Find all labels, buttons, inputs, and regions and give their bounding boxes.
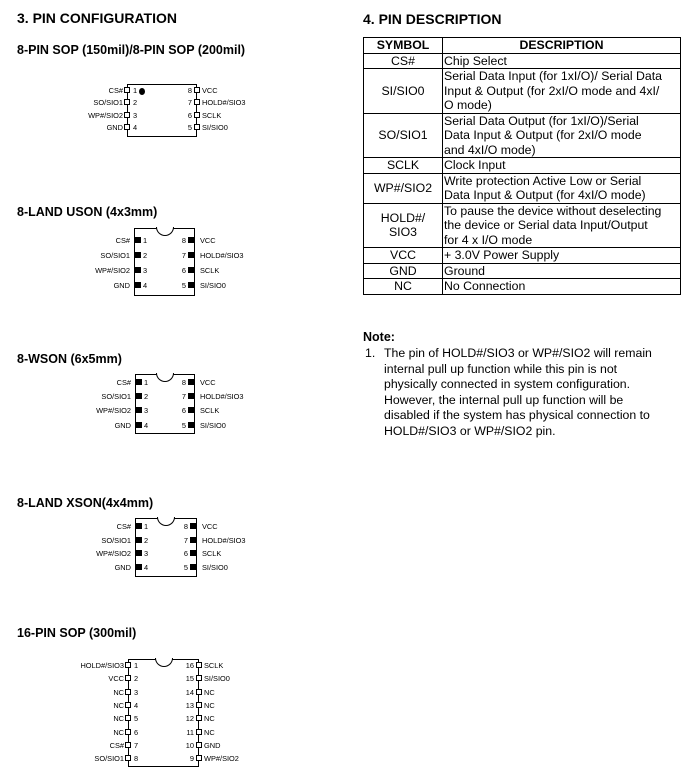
pin-label: NC <box>113 727 124 737</box>
pin-number: 2 <box>144 392 149 402</box>
pin-label: NC <box>204 687 215 697</box>
table-header-row <box>364 38 681 54</box>
section-title-pin-configuration: 3. PIN CONFIGURATION <box>17 10 177 26</box>
symbol-cell: SCLK <box>364 158 443 174</box>
pin-pad <box>135 267 141 273</box>
pin-label: WP#/SIO2 <box>96 549 131 559</box>
pin-pad <box>125 675 131 681</box>
pin-number: 7 <box>181 392 186 402</box>
package-title-xson: 8-LAND XSON(4x4mm) <box>17 496 154 510</box>
symbol-cell <box>364 203 443 248</box>
pin-pad <box>136 564 142 570</box>
pin-label: GND <box>114 420 131 430</box>
description-line: Clock Input <box>444 158 506 172</box>
pin-number: 3 <box>144 549 149 559</box>
pin-pad <box>135 282 141 288</box>
pin-label: CS# <box>109 740 124 750</box>
pin-label: NC <box>113 700 124 710</box>
pin-label: CS# <box>108 86 123 95</box>
pin-pad <box>190 537 196 543</box>
pin-number: 5 <box>183 562 188 572</box>
pin-pad <box>124 99 130 105</box>
column-header-description: DESCRIPTION <box>443 38 681 54</box>
pin-label: VCC <box>202 86 218 95</box>
pin-number: 8 <box>181 236 186 245</box>
pin-label: WP#/SIO2 <box>96 406 131 416</box>
pin-pad <box>188 237 194 243</box>
pin-number: 4 <box>134 700 139 710</box>
pin-pad <box>136 550 142 556</box>
pin-number: 6 <box>187 110 192 120</box>
pin-label: SCLK <box>200 406 220 416</box>
package-title-sop8: 8-PIN SOP (150mil)/8-PIN SOP (200mil) <box>17 43 246 57</box>
pin-label: WP#/SIO2 <box>88 110 123 120</box>
symbol-cell: WP#/SIO2 <box>364 173 443 203</box>
pin-pad <box>136 422 142 428</box>
pin-pad <box>125 742 131 748</box>
pin-pad <box>136 393 142 399</box>
pin-label: VCC <box>108 674 124 684</box>
pin-number: 11 <box>186 727 194 737</box>
pin-number: 7 <box>134 740 139 750</box>
pin-label: SI/SIO0 <box>200 420 226 430</box>
pin-pad <box>194 124 200 130</box>
description-line: Serial Data Output (for 1xI/O)/Serial <box>444 113 639 128</box>
pin-pad <box>196 689 202 695</box>
pin-pad <box>136 407 142 413</box>
pin-label: SI/SIO0 <box>202 562 228 572</box>
pin-number: 2 <box>144 535 149 545</box>
pin-pad <box>135 252 141 258</box>
description-line: for 4 x I/O mode <box>444 232 533 247</box>
description-cell <box>443 248 681 264</box>
package-title-uson: 8-LAND USON (4x3mm) <box>17 205 158 219</box>
package-title-sop16: 16-PIN SOP (300mil) <box>17 626 137 640</box>
pin-number: 4 <box>144 562 149 572</box>
pin-label: SCLK <box>202 549 222 559</box>
pin-label: VCC <box>200 378 216 387</box>
pin-label: CS# <box>116 378 131 387</box>
pin-pad <box>188 252 194 258</box>
pin-pad <box>190 564 196 570</box>
pin-pad <box>196 729 202 735</box>
pin-pad <box>188 267 194 273</box>
pin-number: 8 <box>134 754 139 764</box>
pin-pad <box>190 550 196 556</box>
pin-pad <box>124 124 130 130</box>
pin-label: NC <box>204 727 215 737</box>
table-row <box>364 173 681 203</box>
pin-pad <box>190 523 196 529</box>
pin-number: 3 <box>134 687 139 697</box>
pin-pad <box>194 112 200 118</box>
description-line: and 4xI/O mode) <box>444 142 536 157</box>
description-line: Write protection Active Low or Serial <box>444 173 642 188</box>
pin-number: 8 <box>183 522 188 531</box>
note-line: HOLD#/SIO3 or WP#/SIO2 pin. <box>384 423 556 438</box>
pin-label: WP#/SIO2 <box>95 266 130 275</box>
description-line: Data Input & Output (for 4xI/O mode) <box>444 188 646 202</box>
pin-label: GND <box>106 123 123 133</box>
pin-pad <box>188 379 194 385</box>
symbol-cell: GND <box>364 263 443 279</box>
pin-label: WP#/SIO2 <box>204 754 239 764</box>
pin-number: 16 <box>185 661 194 670</box>
pin-number: 1 <box>143 236 148 245</box>
note-line: internal pull up function while this pin is not <box>384 361 618 376</box>
pin-label: SCLK <box>200 266 220 275</box>
pin-number: 13 <box>185 700 194 710</box>
pin-pad <box>188 407 194 413</box>
description-line: Serial Data Input (for 1xI/O)/ Serial Data <box>444 69 663 83</box>
pin-number: 1 <box>133 86 138 95</box>
pin-label: HOLD#/SIO3 <box>202 98 246 108</box>
pin-number: 7 <box>183 535 188 545</box>
pin-label: SO/SIO1 <box>100 251 130 260</box>
symbol-line: SIO3 <box>388 225 418 240</box>
symbol-cell: CS# <box>364 53 443 69</box>
pin-label: NC <box>113 714 124 724</box>
pin-pad <box>135 237 141 243</box>
pin-pad <box>196 675 202 681</box>
pin-pad <box>196 662 202 668</box>
pin-number: 2 <box>134 674 139 684</box>
package-title-wson: 8-WSON (6x5mm) <box>17 352 122 366</box>
pin-number: 5 <box>187 123 192 133</box>
table-row <box>364 263 681 279</box>
pin-number: 2 <box>133 98 138 108</box>
pin-number: 14 <box>185 687 194 697</box>
pin-number: 1 <box>134 661 139 670</box>
pin-number: 5 <box>181 420 186 430</box>
description-line: O mode) <box>444 98 492 112</box>
pin-number: 3 <box>143 266 148 275</box>
description-line: Ground <box>444 263 486 278</box>
pin-number: 6 <box>181 406 186 416</box>
pin-label: CS# <box>116 522 131 531</box>
pin-number: 2 <box>143 251 148 260</box>
description-line: No Connection <box>444 279 526 293</box>
pin-label: CS# <box>115 236 130 245</box>
description-cell <box>443 158 681 174</box>
description-cell <box>443 113 681 158</box>
pin-pad <box>124 87 130 93</box>
pin-label: VCC <box>202 522 218 531</box>
note-heading: Note: <box>363 330 395 344</box>
pin-number: 6 <box>181 266 186 275</box>
description-line: + 3.0V Power Supply <box>444 248 560 262</box>
pin-pad <box>188 422 194 428</box>
pin-label: HOLD#/SIO3 <box>80 661 124 670</box>
pin-pad <box>125 729 131 735</box>
pin-label: VCC <box>200 236 216 245</box>
description-cell <box>443 69 681 114</box>
table-row <box>364 279 681 295</box>
description-line: Data Input & Output (for 2xI/O mode <box>444 128 642 142</box>
pin-number: 1 <box>144 522 149 531</box>
pin-pad <box>194 99 200 105</box>
pin-label: NC <box>113 687 124 697</box>
table-row <box>364 113 681 158</box>
note-line: physically connected in system configuration. <box>384 377 631 391</box>
pin-number: 7 <box>187 98 192 108</box>
pin-number: 6 <box>134 727 139 737</box>
pin-pad <box>136 537 142 543</box>
pin-pad <box>196 742 202 748</box>
pin-label: SCLK <box>204 661 224 670</box>
pin-label: SI/SIO0 <box>202 123 228 133</box>
pin1-marker-dot <box>139 88 145 95</box>
pin-number: 5 <box>134 714 139 724</box>
pin-number: 6 <box>183 549 188 559</box>
symbol-cell: SO/SIO1 <box>364 113 443 158</box>
symbol-cell: NC <box>364 279 443 295</box>
pin-number: 9 <box>189 754 194 764</box>
pin-pad <box>136 523 142 529</box>
description-cell <box>443 279 681 295</box>
pin-number: 4 <box>133 123 138 133</box>
description-cell <box>443 263 681 279</box>
description-line: Input & Output (for 2xI/O mode and 4xI/ <box>444 83 660 98</box>
pin-number: 3 <box>133 110 138 120</box>
pin-pad <box>194 87 200 93</box>
pin-number: 12 <box>185 714 194 724</box>
pin-pad <box>125 755 131 761</box>
pin-pad <box>196 755 202 761</box>
pin-pad <box>196 702 202 708</box>
pin-label: SO/SIO1 <box>101 392 131 402</box>
note-line: The pin of HOLD#/SIO3 or WP#/SIO2 will remain <box>384 346 652 360</box>
description-cell <box>443 203 681 248</box>
pin-pad <box>125 662 131 668</box>
pin-label: SI/SIO0 <box>200 281 226 290</box>
pin-pad <box>188 393 194 399</box>
description-line: To pause the device without deselecting <box>444 203 662 218</box>
note-line: disabled if the system has physical connection to <box>384 408 650 422</box>
pin-description-table <box>363 37 681 295</box>
table-row <box>364 53 681 69</box>
note-text <box>384 346 684 439</box>
pin-number: 5 <box>181 281 186 290</box>
pin-label: SO/SIO1 <box>94 754 124 764</box>
pin-label: GND <box>114 562 131 572</box>
pin-number: 15 <box>185 674 194 684</box>
pin-label: HOLD#/SIO3 <box>200 251 244 260</box>
pin-number: 1 <box>144 378 149 387</box>
table-row <box>364 69 681 114</box>
table-row <box>364 248 681 264</box>
pin-label: GND <box>113 281 130 290</box>
symbol-cell: SI/SIO0 <box>364 69 443 114</box>
pin-pad <box>188 282 194 288</box>
pin-number: 8 <box>187 86 192 95</box>
pin-number: 10 <box>185 740 194 750</box>
pin-label: NC <box>204 714 215 724</box>
section-title-pin-description: 4. PIN DESCRIPTION <box>363 11 502 27</box>
pin-number: 7 <box>181 251 186 260</box>
table-row <box>364 158 681 174</box>
column-header-symbol: SYMBOL <box>364 38 443 54</box>
pin-label: GND <box>204 740 221 750</box>
pin-label: HOLD#/SIO3 <box>200 392 244 402</box>
package-body <box>127 84 197 137</box>
pin-pad <box>125 715 131 721</box>
symbol-cell: VCC <box>364 248 443 264</box>
pin-label: SO/SIO1 <box>93 98 123 108</box>
pin-label: HOLD#/SIO3 <box>202 535 246 545</box>
pin-pad <box>125 689 131 695</box>
pin-pad <box>124 112 130 118</box>
pin-number: 3 <box>144 406 149 416</box>
description-cell <box>443 173 681 203</box>
table-row <box>364 203 681 248</box>
pin-number: 4 <box>143 281 148 290</box>
pin-label: SCLK <box>202 110 222 120</box>
pin-pad <box>125 702 131 708</box>
pin-number: 8 <box>181 378 186 387</box>
description-line: Chip Select <box>444 53 507 68</box>
description-cell <box>443 53 681 69</box>
note-line: However, the internal pull up function will be <box>384 392 624 407</box>
pin-pad <box>196 715 202 721</box>
pin-label: SI/SIO0 <box>204 674 230 684</box>
note-number: 1. <box>365 346 376 360</box>
symbol-line: HOLD#/ <box>380 210 426 225</box>
pin-label: SO/SIO1 <box>101 535 131 545</box>
pin-pad <box>136 379 142 385</box>
pin-label: NC <box>204 700 215 710</box>
pin-number: 4 <box>144 420 149 430</box>
description-line: the device or Serial data Input/Output <box>444 218 648 232</box>
